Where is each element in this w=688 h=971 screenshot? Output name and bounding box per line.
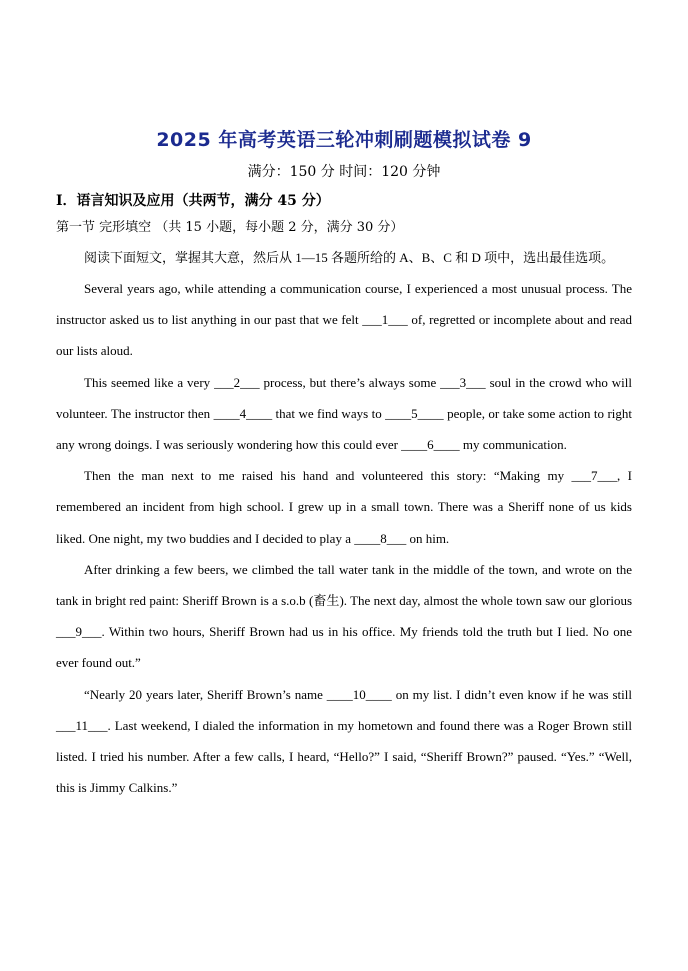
passage-paragraph-3: Then the man next to me raised his hand and volunteered this story: “Making my ___7___, I remembered an incident from high school. I grew up in a small town. There was a Sheriff none of us kids liked. One night, my two buddies and I decided to play a ____8___ on him.: [56, 468, 632, 546]
exam-title: 2025 年高考英语三轮冲刺刷题模拟试卷 9: [156, 129, 532, 151]
passage-paragraph-2: This seemed like a very ___2___ process, but there’s always some ___3___ soul in the crowd who will volunteer. The instructor then ____4____ that we find ways to ____5____ people, or take some action to right any wrong doings. I was seriously wondering how this could ever ____6____ my communication.: [56, 374, 632, 453]
section-heading: I．语言知识及应用（共两节，满分 45 分）: [56, 193, 330, 209]
instruction-paragraph: 阅读下面短文，掌握其大意，然后从 1—15 各题所给的 A、B、C 和 D 项中，选出最佳选项。: [84, 250, 615, 265]
passage-paragraph-1: Several years ago, while attending a communication course, I experienced a most unusual process. The instructor asked us to list anything in our past that we felt ___1___ of, regretted or incomplete about and read our lists aloud.: [56, 281, 632, 359]
part-heading: 第一节 完形填空 （共 15 小题，每小题 2 分，满分 30 分）: [56, 220, 404, 235]
passage-paragraph-5: “Nearly 20 years later, Sheriff Brown’s name ____10____ on my list. I didn’t even know if he was still ___11___. Last weekend, I dialed the information in my hometown and found there was a Roger Brown still listed. I tried his number. After a few calls, I heard, “Hello?” I said, “Sheriff Brown?” paused. “Yes.” “Well, this is Jimmy Calkins.”: [56, 686, 632, 796]
passage-paragraph-4: After drinking a few beers, we climbed the tall water tank in the middle of the town, and wrote on the tank in bright red paint: Sheriff Brown is a s.o.b (畜生). The next day, almost the whole town saw our glorious ___9___. Within two hours, Sheriff Brown had us in his office. My friends told the truth but I lied. No one ever found out.”: [56, 561, 632, 671]
score-time-line: 满分：150 分 时间：120 分钟: [247, 164, 441, 180]
